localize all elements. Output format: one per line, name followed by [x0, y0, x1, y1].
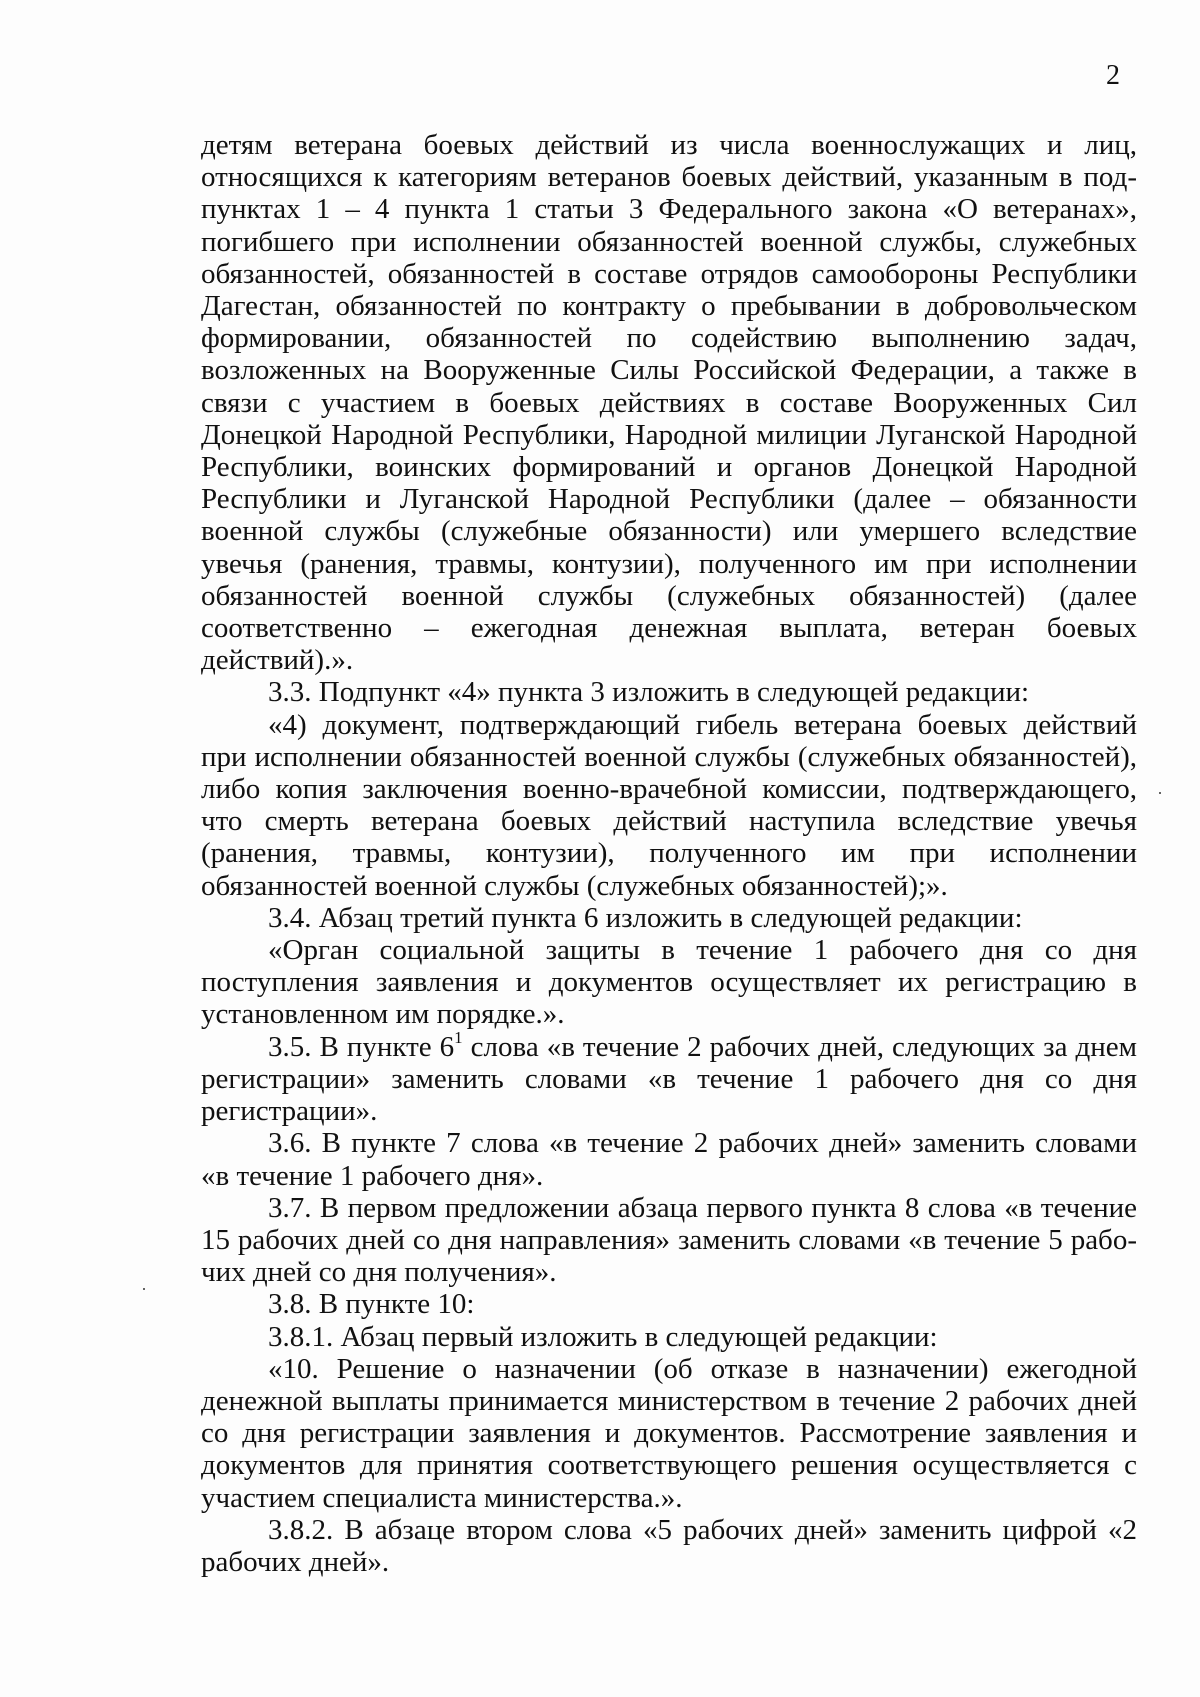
paragraph-3-5 — [201, 1028, 1137, 1128]
paragraph-3-4: 3.4. Абзац третий пункта 6 изложить в следующей редакции: — [268, 901, 1023, 934]
paragraph-3-3: 3.3. Подпункт «4» пункта 3 изложить в следующей редакции: — [268, 676, 1030, 709]
document-body — [201, 129, 1137, 1578]
paragraph-veteran-children: детям ветерана боевых действий из числа военнослужащих и лиц, относящихся к категориям ветеранов боевых действий, указанным в подпунктах 1 – 4 пункта 1 статьи 3 Федерального закона «О ветеранах», погибшего при исполнении обязанностей военной службы, служебных обязанностей, обязанностей в составе отрядов самообороны Республики Дагестан, обязанностей по контракту о пребывании в добровольческом формировании, обязанностей по содействию выполнению задач, возложенных на Вооруженные Силы Российской Федерации, а также в связи с участием в боевых действиях в составе Вооруженных Сил Донецкой Народной Республики, Народной милиции Луганской Народной Республики, воинских формирований и органов Донецкой Народной Республики и Луганской Народной Республики (далее – обязанности военной службы (служебные обязанности) или умершего вследствие увечья (ранения, травмы, контузии), полученного им при исполнении обязанностей военной службы (служебных обязанностей) (далее соответственно – ежегодная денежная выплата, ветеран боевых действий).». — [201, 129, 1137, 677]
scan-speck — [1159, 792, 1161, 794]
paragraph-decision: «10. Решение о назначении (об отказе в назначении) ежегодной денежной выплаты принимается министерством в течение 2 рабочих дней со дня регистрации заявления и документов. Рассмотрение заявления и документов для принятия соответствующего решения осуществляется с участием специалиста министерства.». — [201, 1352, 1137, 1514]
paragraph-social-protection: «Орган социальной защиты в течение 1 рабочего дня со дня поступления заявления и документов осуществляет их регистрацию в установленном им порядке.». — [201, 934, 1137, 1031]
paragraph-3-5-start: 3.5. В пункте 6 — [268, 1030, 455, 1063]
paragraph-3-5-end: слова «в течение 2 рабочих дней, следующих за днем регистрации» заменить словами «в течение 1 рабочего дня со дня регистрации». — [201, 1030, 1137, 1128]
paragraph-3-8: 3.8. В пункте 10: — [268, 1288, 475, 1321]
paragraph-3-8-1: 3.8.1. Абзац первый изложить в следующей редакции: — [268, 1320, 938, 1353]
paragraph-subpoint-4: «4) документ, подтверждающий гибель ветерана боевых действий при исполнении обязанностей военной службы (служебных обязанностей), либо копия заключения военно-врачебной комиссии, подтверждающего, что смерть ветерана боевых действий наступила вследствие увечья (ранения, травмы, контузии), полученного им при исполнении обязанностей военной службы (служебных обязанностей);». — [201, 708, 1137, 902]
paragraph-3-8-2: 3.8.2. В абзаце втором слова «5 рабочих дней» заменить цифрой «2 рабочих дней». — [201, 1513, 1137, 1578]
paragraph-3-6: 3.6. В пункте 7 слова «в течение 2 рабочих дней» заменить словами «в течение 1 рабочего дня». — [201, 1127, 1137, 1192]
page-number: 2 — [1106, 60, 1120, 91]
scan-speck — [143, 1288, 145, 1290]
superscript-mark: 1 — [454, 1028, 463, 1048]
paragraph-3-7: 3.7. В первом предложении абзаца первого пункта 8 слова «в течение 15 рабочих дней со дня направления» заменить словами «в течение 5 рабочих дней со дня получения». — [201, 1191, 1137, 1289]
